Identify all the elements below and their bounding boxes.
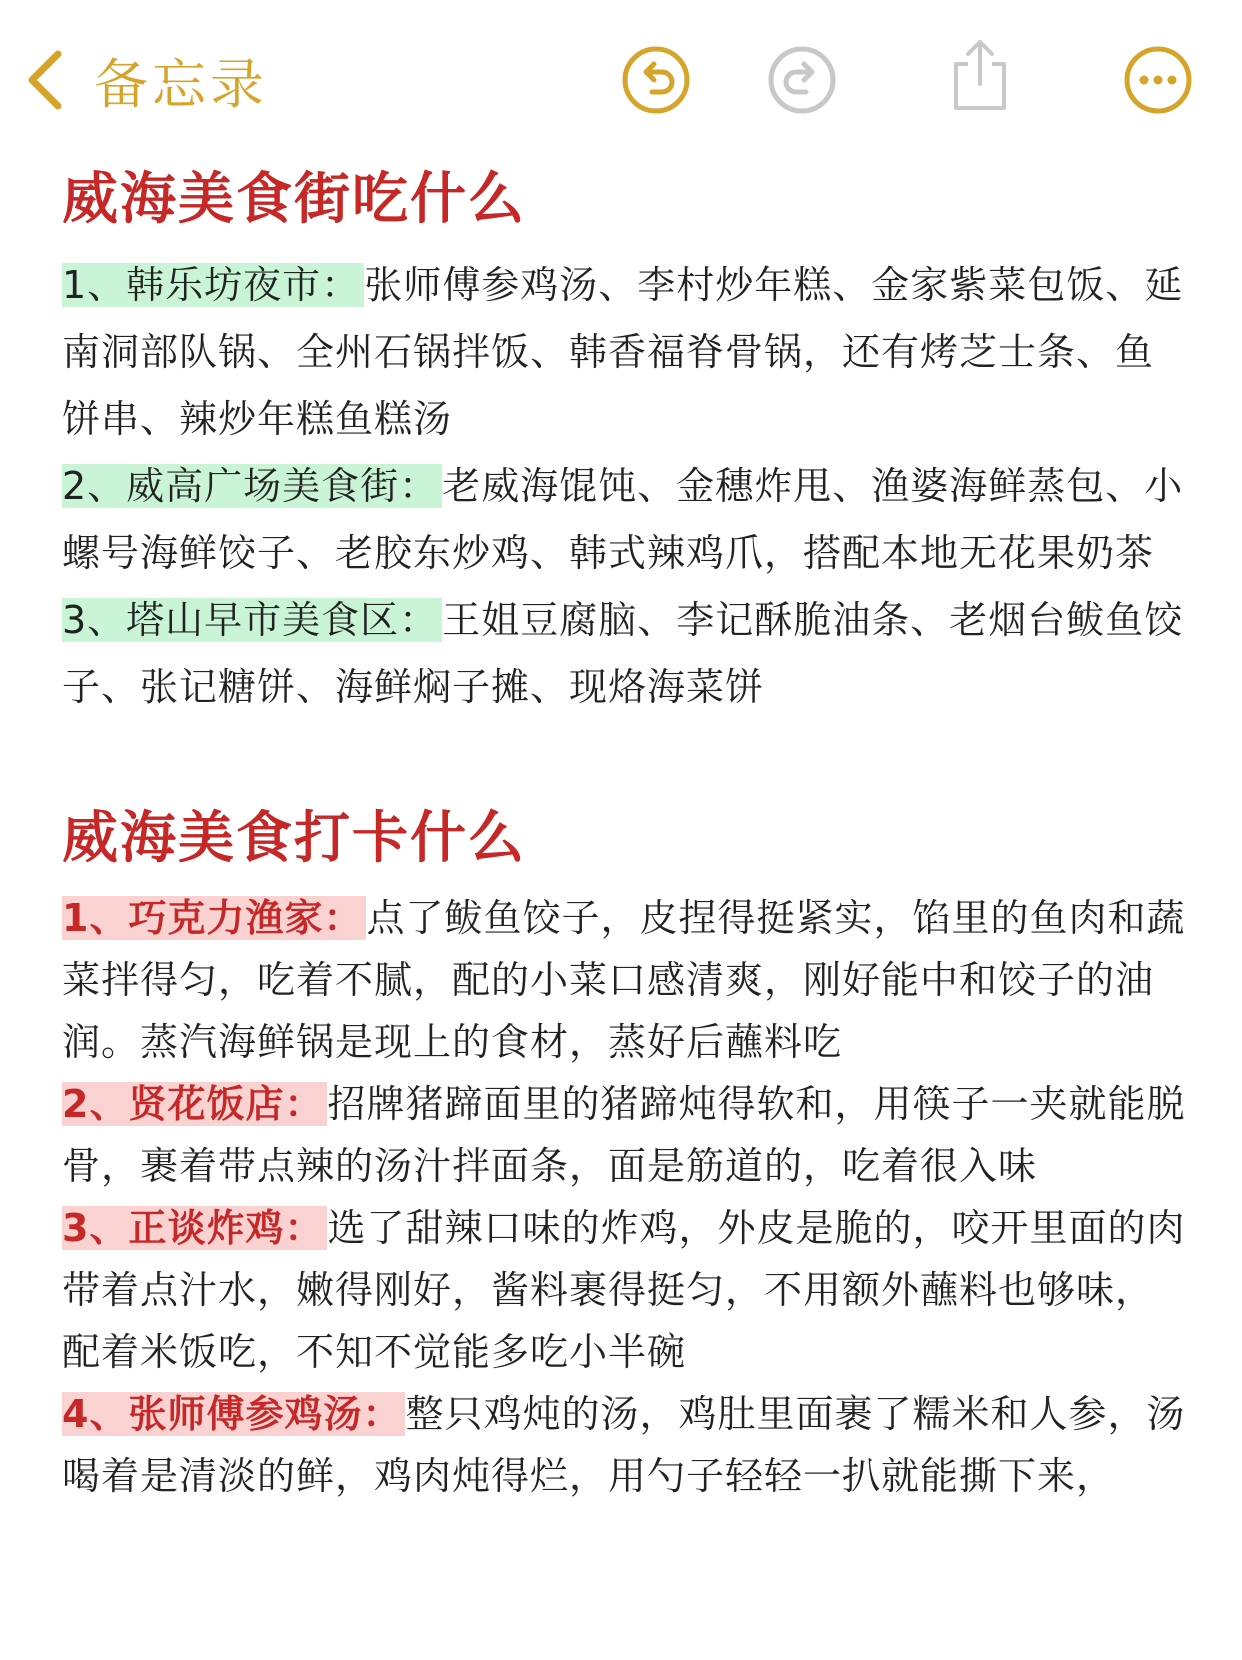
share-icon[interactable] <box>950 38 1022 110</box>
item-text: 招牌猪蹄面里的猪蹄炖得软和，用筷子一夹就能脱骨，裹着带点辣的汤汁拌面条，面是筋道的，吃着很入味 <box>62 1082 1186 1188</box>
undo-icon[interactable] <box>620 44 692 116</box>
section-title: 威海美食打卡什么 <box>62 806 526 871</box>
section-title: 威海美食街吃什么 <box>62 167 526 232</box>
item-label: 3、正谈炸鸡： <box>62 1206 327 1250</box>
item-label: 2、贤花饭店： <box>62 1082 327 1126</box>
list-item <box>62 252 1192 453</box>
more-icon[interactable] <box>1122 44 1194 116</box>
back-label: 备忘录 <box>94 52 268 116</box>
list-item <box>62 453 1192 587</box>
navigation-bar <box>0 0 1242 150</box>
item-text: 张师傅参鸡汤、李村炒年糕、金家紫菜包饭、延南洞部队锅、全州石锅拌饭、韩香福脊骨锅，还有烤芝士条、鱼饼串、辣炒年糕鱼糕汤 <box>62 263 1184 441</box>
item-text: 点了鲅鱼饺子，皮捏得挺紧实，馅里的鱼肉和蔬菜拌得匀，吃着不腻，配的小菜口感清爽，刚好能中和饺子的油润。蒸汽海鲜锅是现上的食材，蒸好后蘸料吃 <box>62 896 1186 1064</box>
item-label: 3、塔山早市美食区： <box>62 598 442 642</box>
list-item <box>62 587 1192 721</box>
item-label: 2、威高广场美食街： <box>62 464 442 508</box>
item-label: 1、巧克力渔家： <box>62 896 366 940</box>
list-item <box>62 887 1192 1073</box>
item-text: 选了甜辣口味的炸鸡，外皮是脆的，咬开里面的肉带着点汁水，嫩得刚好，酱料裹得挺匀，不用额外蘸料也够味，配着米饭吃，不知不觉能多吃小半碗 <box>62 1206 1186 1374</box>
item-label: 4、张师傅参鸡汤： <box>62 1392 405 1436</box>
item-text: 老威海馄饨、金穗炸甩、渔婆海鲜蒸包、小螺号海鲜饺子、老胶东炒鸡、韩式辣鸡爪，搭配本地无花果奶茶 <box>62 464 1184 575</box>
chevron-left-icon <box>24 48 64 112</box>
item-text: 整只鸡炖的汤，鸡肚里面裹了糯米和人参，汤喝着是清淡的鲜，鸡肉炖得烂，用勺子轻轻一扒就能撕下来， <box>62 1392 1186 1498</box>
section-food-streets <box>62 158 1192 721</box>
redo-icon[interactable] <box>766 44 838 116</box>
back-button[interactable] <box>24 40 268 120</box>
note-content[interactable] <box>62 158 1192 1507</box>
list-item <box>62 1383 1192 1507</box>
list-item <box>62 1197 1192 1383</box>
list-item <box>62 1073 1192 1197</box>
item-text: 王姐豆腐脑、李记酥脆油条、老烟台鲅鱼饺子、张记糖饼、海鲜焖子摊、现烙海菜饼 <box>62 598 1184 709</box>
item-label: 1、韩乐坊夜市： <box>62 263 364 307</box>
section-checkin <box>62 797 1192 1507</box>
